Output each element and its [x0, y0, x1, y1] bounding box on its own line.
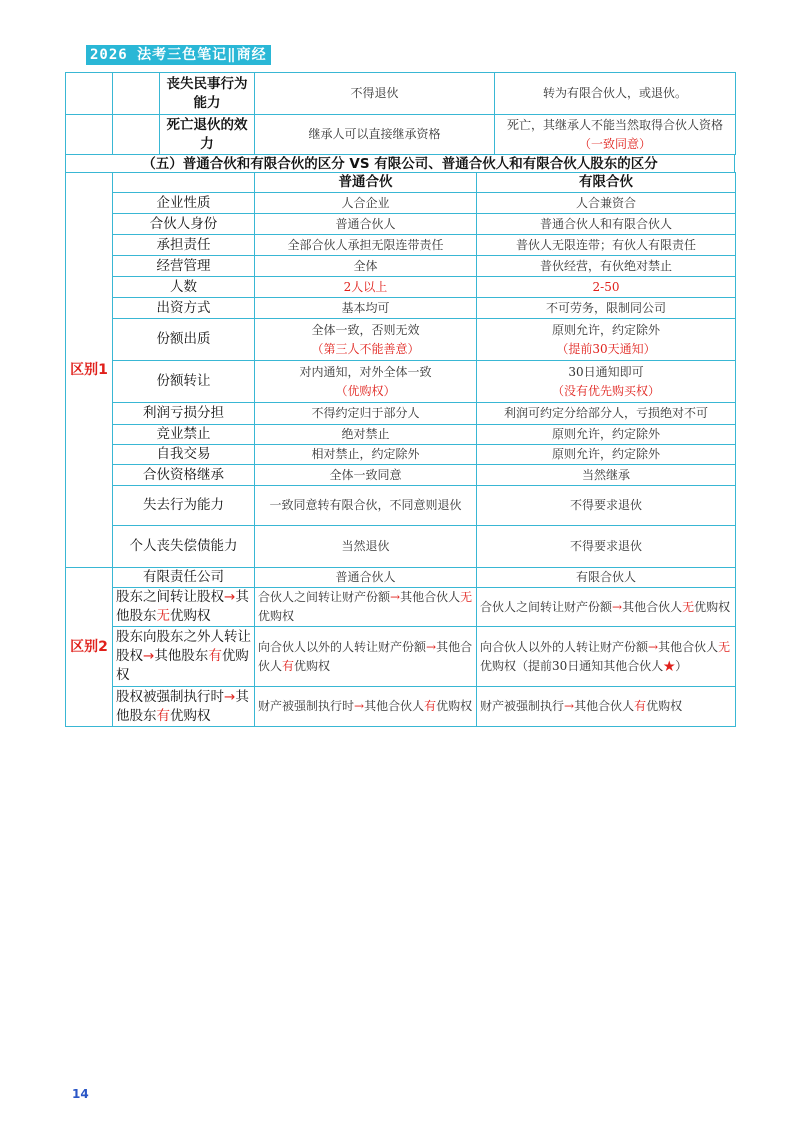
label-text: 其他股东: [154, 648, 209, 664]
label-text: 股东向股东之外人转让股权: [116, 629, 251, 664]
general-red: 有: [282, 658, 295, 673]
row-label: 份额转让: [113, 361, 255, 403]
row-label: 有限责任公司: [113, 568, 255, 588]
limited-cell: 普通合伙人和有限合伙人: [477, 214, 736, 235]
arrow-icon: →: [648, 639, 659, 654]
general-red: 有: [424, 699, 437, 713]
limited-red-note: （提前30天通知）: [556, 341, 656, 356]
row-label: 利润亏损分担: [113, 403, 255, 425]
limited-text: 优购权: [694, 599, 731, 614]
limited-cell: 原则允许，约定除外: [477, 425, 736, 445]
general-red-note: （优购权）: [335, 383, 396, 398]
empty-cell: [66, 115, 113, 155]
column-header-general: 普通合伙: [255, 173, 477, 193]
table-row: [66, 73, 736, 115]
empty-cell: [113, 173, 255, 193]
table-row: [66, 277, 736, 298]
general-red: 无: [460, 590, 473, 604]
row-label: 合伙资格继承: [113, 465, 255, 486]
limited-cell: [477, 588, 736, 627]
limited-cell: [477, 319, 736, 361]
label-text: 其他股东: [116, 688, 249, 724]
star-icon: ★: [663, 658, 676, 673]
row-label: 自我交易: [113, 445, 255, 465]
table-row: [66, 214, 736, 235]
label-text: 股权被强制执行时: [116, 688, 224, 705]
table-row: [66, 256, 736, 277]
limited-text: 优购权（提前30日通知其他合伙人: [480, 658, 664, 673]
general-cell: 全体一致同意: [255, 465, 477, 486]
table-row: [66, 425, 736, 445]
limited-text: 其他合伙人: [658, 639, 719, 654]
label-text: 其他股东: [116, 589, 249, 624]
limited-text: 合伙人之间转让财产份额: [480, 599, 613, 614]
arrow-icon: →: [354, 699, 365, 713]
general-cell: 当然退伙: [255, 526, 477, 568]
general-text: 其他合伙人: [364, 699, 425, 713]
general-text: 合伙人之间转让财产份额: [258, 590, 391, 604]
row-label: 死亡退伙的效力: [160, 115, 255, 155]
general-text: 向合伙人以外的人转让财产份额: [258, 639, 427, 654]
row-label: [113, 687, 255, 727]
table-row: [66, 319, 736, 361]
limited-text: 死亡，其继承人不能当然取得合伙人资格: [506, 117, 723, 132]
limited-cell: 2-50: [477, 277, 736, 298]
limited-red: 无: [718, 639, 731, 654]
general-cell: 相对禁止，约定除外: [255, 445, 477, 465]
limited-cell: 转为有限合伙人，或退伙。: [495, 73, 736, 115]
table-row: [66, 115, 736, 155]
general-red-note: （第三人不能善意）: [311, 341, 420, 356]
table-row: [66, 687, 736, 727]
page-number: 14: [72, 1087, 89, 1101]
general-text: 全体一致，否则无效: [311, 322, 420, 337]
row-label: 竞业禁止: [113, 425, 255, 445]
arrow-icon: →: [426, 639, 437, 654]
continuation-table: [65, 72, 736, 155]
table-row: [66, 235, 736, 256]
general-cell: 人合企业: [255, 193, 477, 214]
row-label: 合伙人身份: [113, 214, 255, 235]
empty-cell: [66, 73, 113, 115]
row-label: [113, 627, 255, 687]
limited-cell: [477, 627, 736, 687]
limited-cell: 不得要求退伙: [477, 526, 736, 568]
general-cell: 不得退伙: [255, 73, 495, 115]
row-label: 出资方式: [113, 298, 255, 319]
limited-cell: 当然继承: [477, 465, 736, 486]
label-red: 有: [208, 648, 222, 664]
table-row: [66, 298, 736, 319]
limited-cell: 人合兼资合: [477, 193, 736, 214]
general-text: 优购权: [436, 699, 473, 713]
general-text: 对内通知，对外全体一致: [299, 364, 432, 379]
general-cell: 绝对禁止: [255, 425, 477, 445]
general-text: 优购权: [294, 658, 331, 673]
limited-cell: [477, 687, 736, 727]
limited-red-note: （一致同意）: [578, 136, 651, 151]
empty-cell: [113, 115, 160, 155]
limited-cell: 普伙经营，有伙绝对禁止: [477, 256, 736, 277]
limited-cell: 不得要求退伙: [477, 486, 736, 526]
zone2-label: 区别2: [66, 568, 113, 727]
general-cell: [255, 687, 477, 727]
zone1-label: 区别1: [66, 173, 113, 568]
table-row: [66, 627, 736, 687]
general-cell: 普通合伙人: [255, 214, 477, 235]
general-cell: 全体: [255, 256, 477, 277]
table-row: [66, 361, 736, 403]
row-label: [113, 588, 255, 627]
limited-cell: [477, 361, 736, 403]
row-label: 承担责任: [113, 235, 255, 256]
table-row: [66, 526, 736, 568]
page-header-title: 2026 法考三色笔记‖商经: [86, 45, 271, 65]
label-red: 有: [156, 707, 170, 724]
general-text: 财产被强制执行时: [258, 699, 355, 713]
general-cell: 基本均可: [255, 298, 477, 319]
table-row: [66, 588, 736, 627]
limited-text: 30日通知即可: [568, 364, 644, 379]
row-label: 失去行为能力: [113, 486, 255, 526]
general-cell: [255, 319, 477, 361]
section-title: （五）普通合伙和有限合伙的区分 VS 有限公司、普通合伙人和有限合伙人股东的区分: [65, 155, 735, 173]
table-row: [66, 486, 736, 526]
limited-cell: 利润可约定分给部分人，亏损绝对不可: [477, 403, 736, 425]
limited-text: 其他合伙人: [574, 699, 635, 713]
row-label: 企业性质: [113, 193, 255, 214]
general-text: 优购权: [258, 609, 295, 623]
arrow-icon: →: [224, 589, 236, 605]
arrow-icon: →: [143, 648, 155, 664]
row-label: 份额出质: [113, 319, 255, 361]
general-cell: 全部合伙人承担无限连带责任: [255, 235, 477, 256]
row-label: 丧失民事行为能力: [160, 73, 255, 115]
label-text: 优购权: [170, 707, 211, 724]
general-cell: [255, 627, 477, 687]
limited-cell: 原则允许，约定除外: [477, 445, 736, 465]
general-cell: [255, 361, 477, 403]
zone2-header-row: [66, 568, 736, 588]
limited-text: 优购权: [646, 699, 683, 713]
table-row: [66, 465, 736, 486]
table-row: [66, 193, 736, 214]
limited-red-note: （没有优先购买权）: [551, 383, 660, 398]
general-text: 其他合伙人: [258, 639, 473, 673]
limited-text: 向合伙人以外的人转让财产份额: [480, 639, 649, 654]
limited-text: 其他合伙人: [622, 599, 683, 614]
general-cell: 普通合伙人: [255, 568, 477, 588]
row-label: 经营管理: [113, 256, 255, 277]
arrow-icon: →: [612, 599, 623, 614]
table-row: [66, 403, 736, 425]
comparison-table: [65, 172, 736, 727]
label-text: 优购权: [116, 648, 249, 683]
column-header-row: [66, 173, 736, 193]
arrow-icon: →: [564, 699, 575, 713]
limited-text: ）: [675, 658, 688, 673]
table-row: [66, 445, 736, 465]
column-header-limited: 有限合伙: [477, 173, 736, 193]
limited-cell: 有限合伙人: [477, 568, 736, 588]
limited-red: 无: [682, 599, 695, 614]
label-text: 股东之间转让股权: [116, 589, 224, 605]
general-cell: 不得约定归于部分人: [255, 403, 477, 425]
label-text: 优购权: [170, 608, 211, 624]
label-red: 无: [156, 608, 170, 624]
general-cell: [255, 588, 477, 627]
arrow-icon: →: [390, 590, 401, 604]
general-text: 其他合伙人: [400, 590, 461, 604]
general-cell: 一致同意转有限合伙，不同意则退伙: [255, 486, 477, 526]
empty-cell: [113, 73, 160, 115]
limited-cell: 不可劳务，限制同公司: [477, 298, 736, 319]
general-cell: 继承人可以直接继承资格: [255, 115, 495, 155]
limited-text: 财产被强制执行: [480, 699, 565, 713]
limited-text: 原则允许，约定除外: [551, 322, 660, 337]
limited-cell: [495, 115, 736, 155]
limited-cell: 普伙人无限连带；有伙人有限责任: [477, 235, 736, 256]
row-label: 个人丧失偿债能力: [113, 526, 255, 568]
general-cell: 2人以上: [255, 277, 477, 298]
arrow-icon: →: [224, 688, 236, 705]
row-label: 人数: [113, 277, 255, 298]
limited-red: 有: [634, 699, 647, 713]
